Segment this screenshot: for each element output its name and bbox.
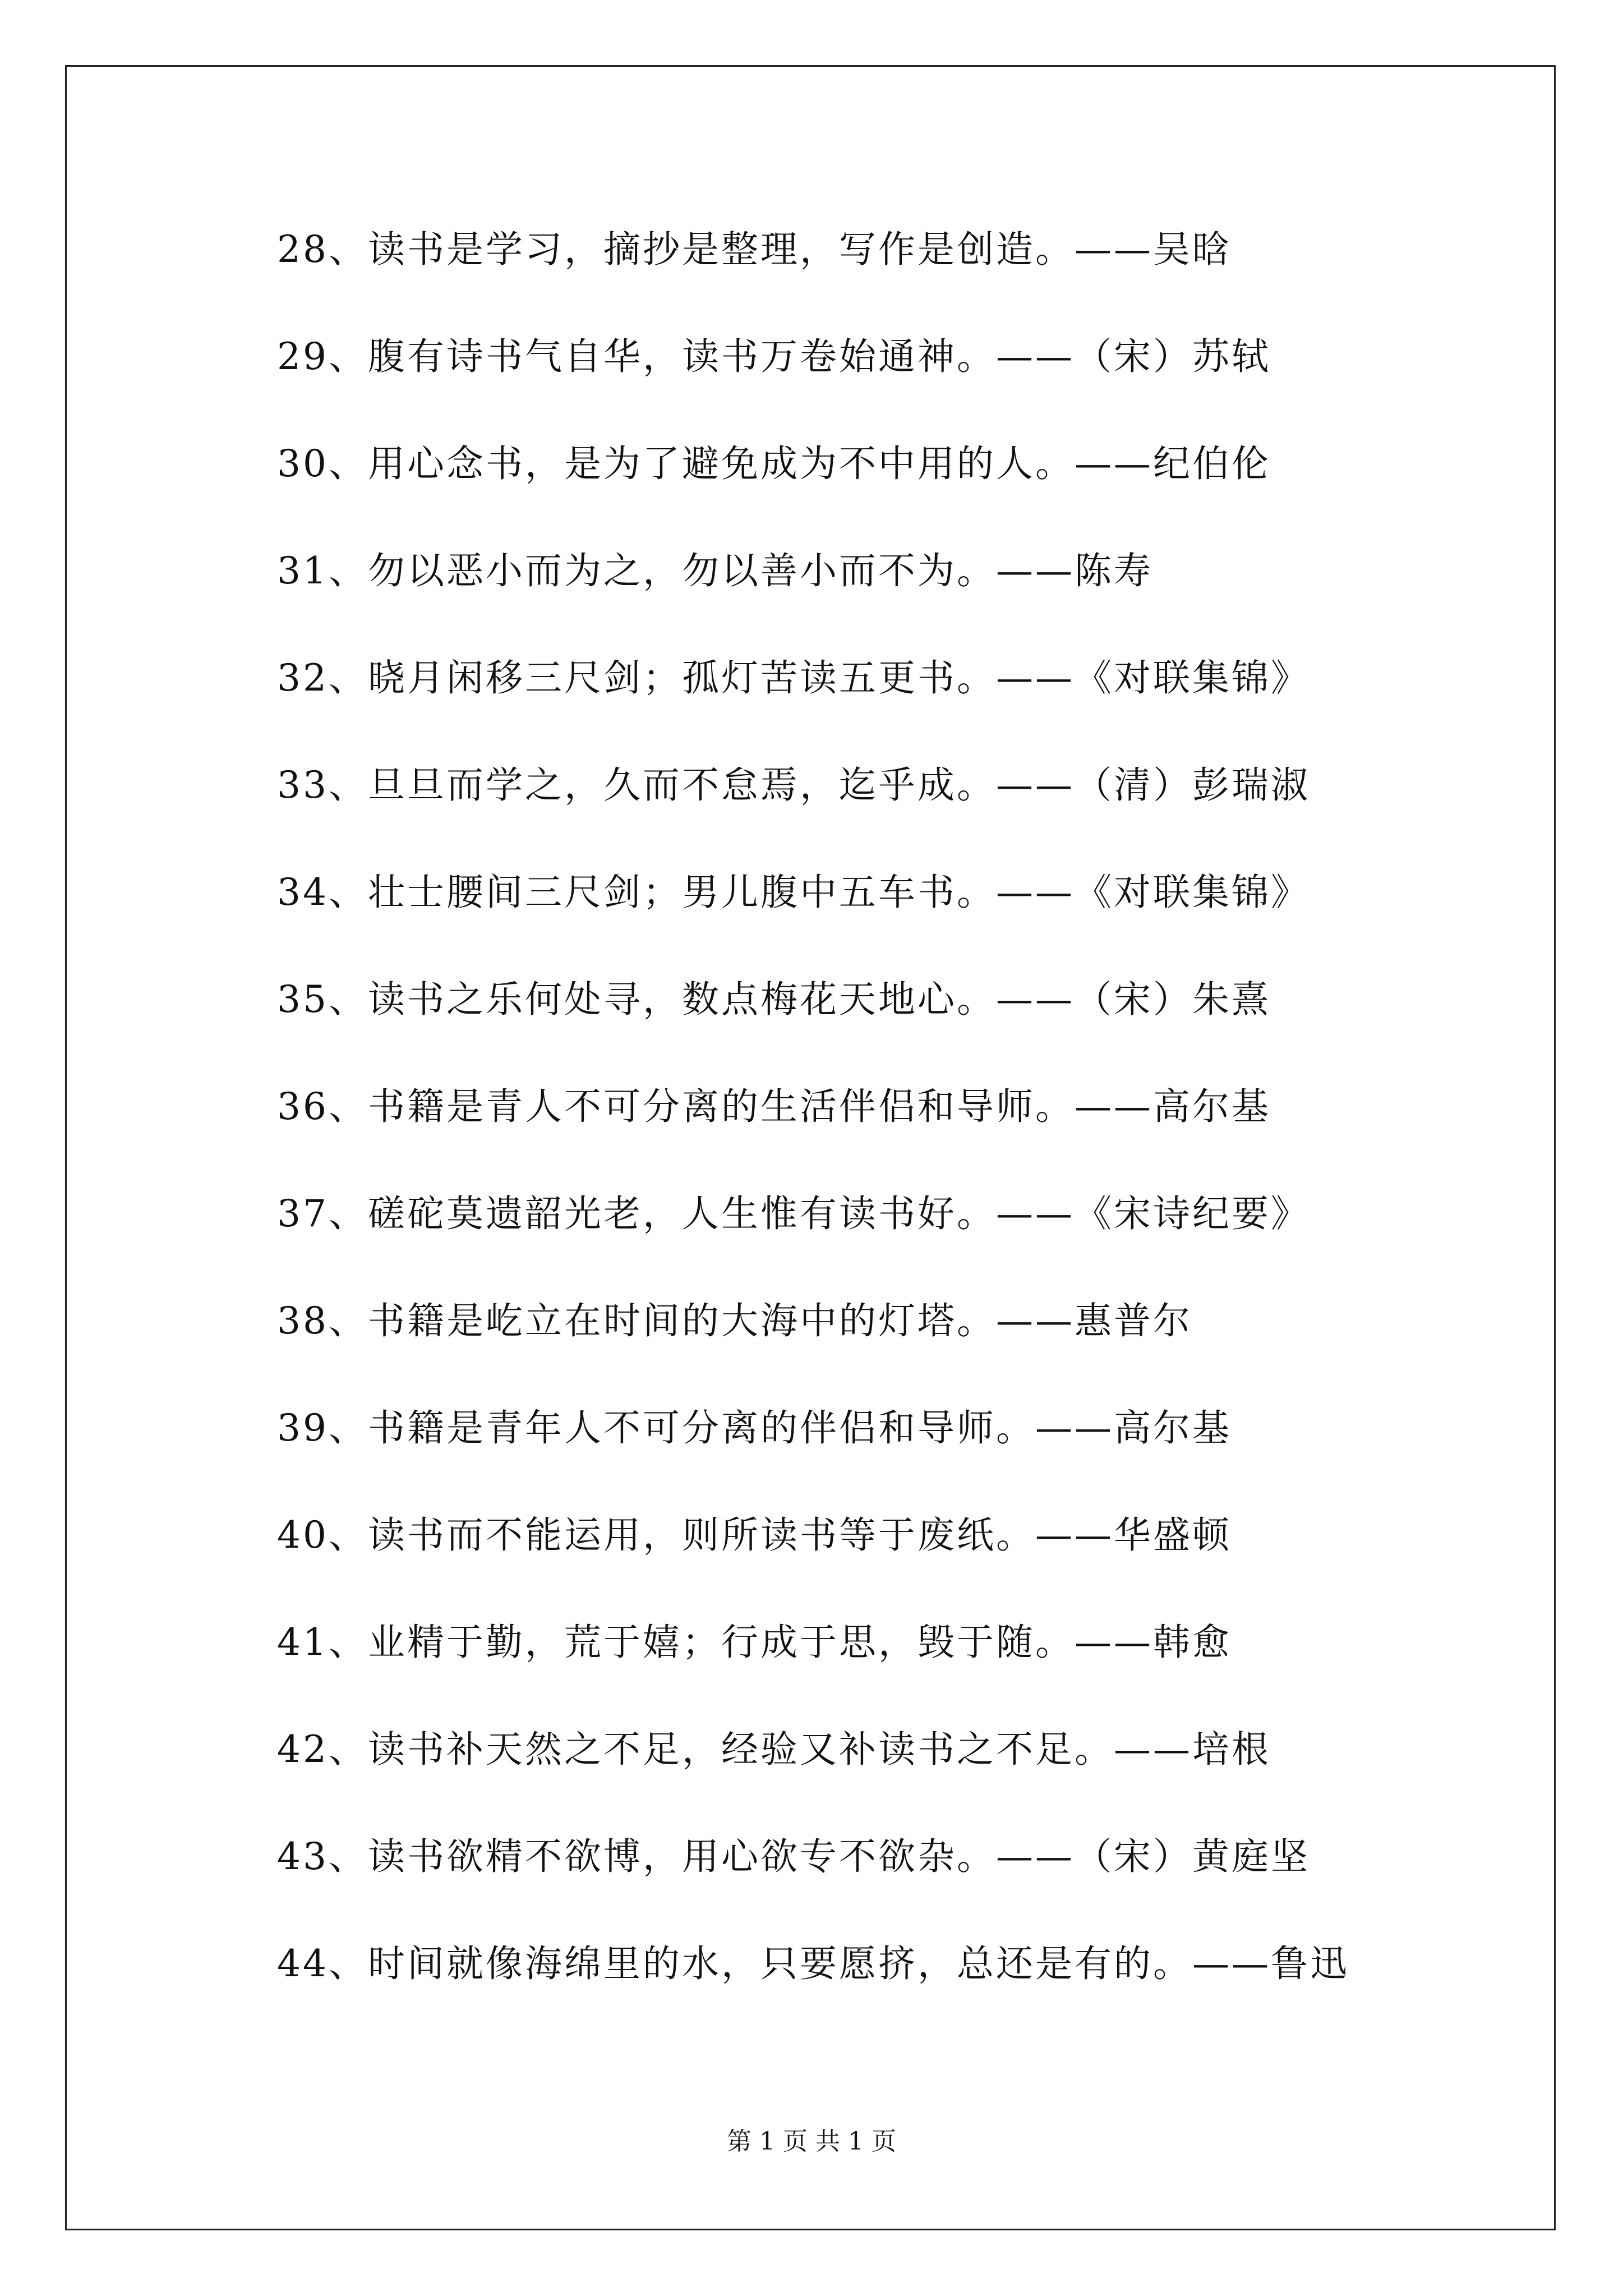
page-number-footer: 第 1 页 共 1 页 — [727, 2127, 896, 2156]
quote-item: 31、勿以恶小而为之，勿以善小而不为。——陈寿 — [277, 549, 1153, 592]
quote-item: 40、读书而不能运用，则所读书等于废纸。——华盛顿 — [277, 1513, 1232, 1557]
quote-item: 38、书籍是屹立在时间的大海中的灯塔。——惠普尔 — [277, 1299, 1192, 1342]
quote-item: 42、读书补天然之不足，经验又补读书之不足。——培根 — [277, 1728, 1271, 1771]
quote-item: 35、读书之乐何处寻，数点梅花天地心。——（宋）朱熹 — [277, 978, 1271, 1021]
quote-list — [277, 213, 1511, 2035]
quote-item: 28、读书是学习，摘抄是整理，写作是创造。——吴晗 — [277, 228, 1232, 271]
quote-item: 29、腹有诗书气自华，读书万卷始通神。——（宋）苏轼 — [277, 335, 1271, 378]
quote-item: 39、书籍是青年人不可分离的伴侣和导师。——高尔基 — [277, 1406, 1232, 1450]
quote-item: 37、磋砣莫遗韶光老，人生惟有读书好。——《宋诗纪要》 — [277, 1192, 1310, 1235]
quote-item: 30、用心念书，是为了避免成为不中用的人。——纪伯伦 — [277, 442, 1271, 485]
quote-item: 33、旦旦而学之，久而不怠焉，迄乎成。——（清）彭瑞淑 — [277, 763, 1310, 807]
quote-item: 34、壮士腰间三尺剑；男儿腹中五车书。——《对联集锦》 — [277, 871, 1310, 914]
quote-item: 36、书籍是青人不可分离的生活伴侣和导师。——高尔基 — [277, 1085, 1271, 1128]
quote-item: 32、晓月闲移三尺剑；孤灯苦读五更书。——《对联集锦》 — [277, 656, 1310, 700]
quote-item: 43、读书欲精不欲博，用心欲专不欲杂。——（宋）黄庭坚 — [277, 1835, 1310, 1878]
quote-item: 44、时间就像海绵里的水，只要愿挤，总还是有的。——鲁迅 — [277, 1942, 1349, 1985]
quote-item: 41、业精于勤，荒于嬉；行成于思，毁于随。——韩愈 — [277, 1621, 1232, 1664]
